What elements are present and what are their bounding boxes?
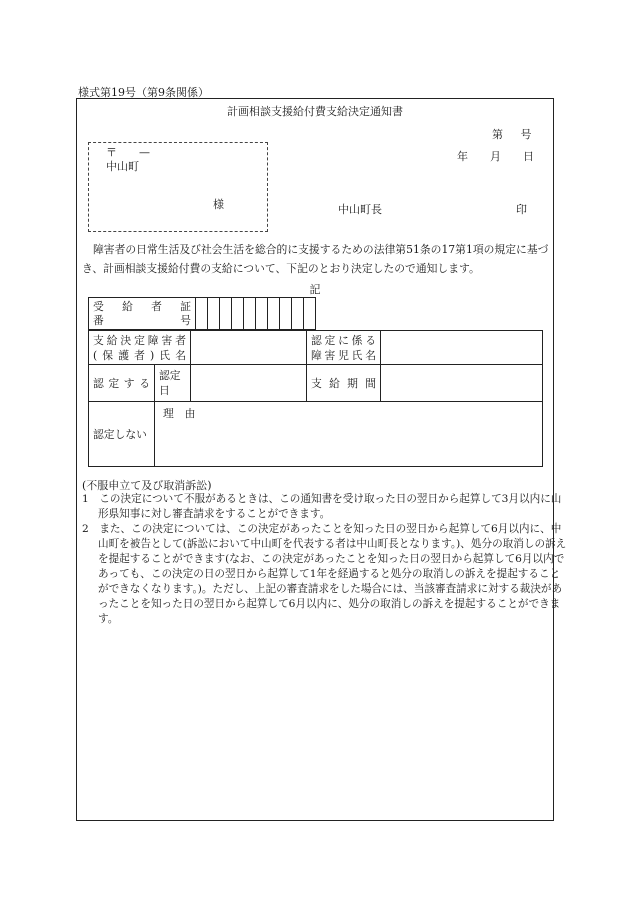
recipient-number-label: 受給者証 番号 [89,298,196,330]
date-day: 日 [523,150,534,163]
digit-box[interactable] [280,298,292,330]
date-year: 年 [457,150,468,163]
form-label: 様式第19号（第9条関係） [78,86,209,99]
digit-box[interactable] [208,298,220,330]
document-number: 第 号 [492,128,532,141]
decided-person-label: 支給決定障害者 (保護者)氏名 [89,331,191,365]
appeal-item-1: 1 この決定について不服があるときは、この通知書を受け取った日の翌日から起算して3月以内に山形県知事に対し審査請求をすることができます。 [82,493,562,520]
appeal-item-2: 2 また、この決定については、この決定があったことを知った日の翌日から起算して6月以内に、中山町を被告として(訴訟において中山町を代表する者は中山町長となります。)、処分の取消しの訴えを提起することができます(なお、この決定があったことを知った日の翌日から起算して6月以内であっても、この決定の日の翌日から起算して1年を経過すると処分の取消しの訴えを提起することができなくなります。)。ただし、上記の審査請求をした場合には、当該審査請求に対する裁決があったことを知った日の翌日から起算して6月以内に、処分の取消しの訴えを提起することができます。 [82,523,567,625]
child-name-value[interactable] [381,331,543,365]
approve-label: 認定する [89,365,155,402]
postal-code: 〒 — [106,146,150,159]
ki-heading: 記 [309,283,321,296]
date-month: 月 [490,150,501,163]
approve-date-value[interactable] [191,365,307,402]
approve-date-label: 認定日 [155,365,191,402]
decision-table [88,330,543,467]
recipient-town: 中山町 [106,160,139,173]
document-title: 計画相談支援給付費支給決定通知書 [227,105,403,118]
digit-box[interactable] [220,298,232,330]
digit-box[interactable] [244,298,256,330]
appeal-heading: (不服申立て及び取消訴訟) [82,479,212,492]
digit-box[interactable] [232,298,244,330]
seal-mark: 印 [516,203,527,216]
deny-label: 認定しない [89,402,155,467]
digit-box[interactable] [268,298,280,330]
digit-box[interactable] [304,298,316,330]
reason-label: 理 由 [163,407,196,420]
period-label: 支給期間 [307,365,381,402]
issuer-name: 中山町長 [338,203,382,216]
child-name-label: 認定に係る 障害児氏名 [307,331,381,365]
digit-box[interactable] [196,298,208,330]
recipient-number-table [88,297,316,330]
decided-person-value[interactable] [191,331,307,365]
recipient-honorific: 様 [213,198,224,211]
reason-cell[interactable] [155,402,543,467]
period-value[interactable] [381,365,543,402]
notice-paragraph: 障害者の日常生活及び社会生活を総合的に支援するための法律第51条の17第1項の規定に基づき、計画相談支援給付費の支給について、下記のとおり決定したので通知します。 [82,243,549,275]
digit-box[interactable] [292,298,304,330]
document-date [457,148,556,164]
digit-box[interactable] [256,298,268,330]
